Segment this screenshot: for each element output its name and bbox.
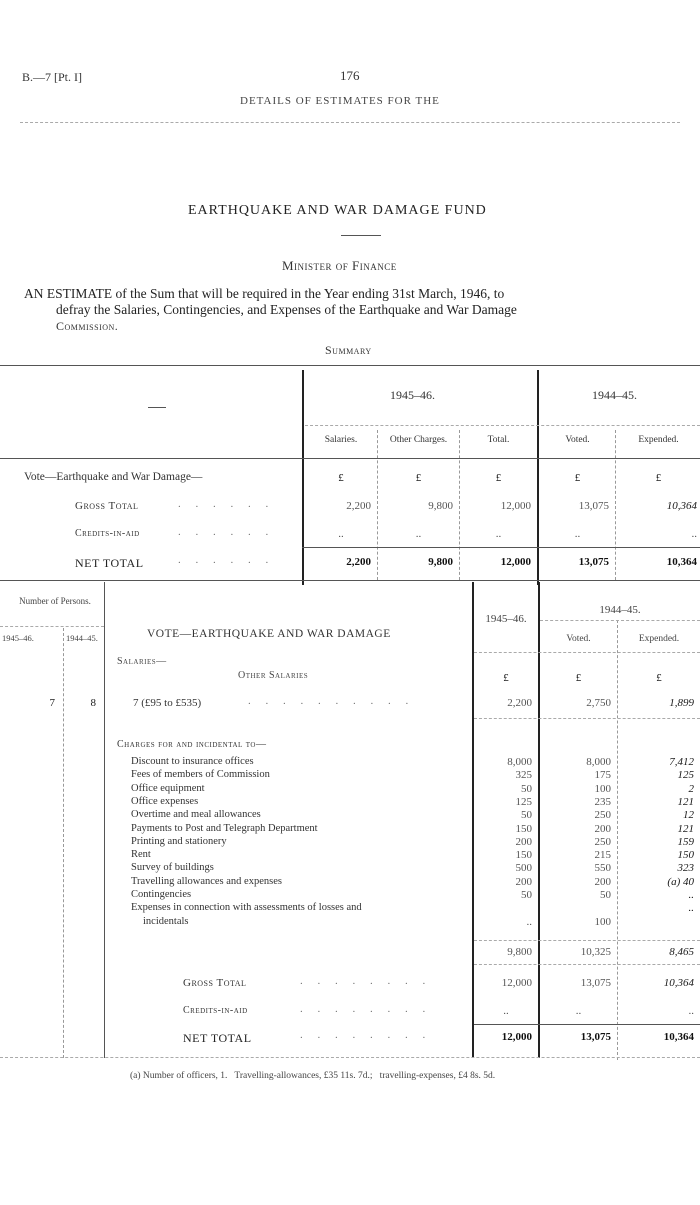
summary-gross-leader: . . . . . . xyxy=(178,498,275,510)
charge-label: Office equipment xyxy=(131,782,205,794)
charge-current: 200 xyxy=(515,875,532,888)
charge-current: 125 xyxy=(515,795,532,808)
summary-credits-other: .. xyxy=(415,528,422,540)
page-ref: B.—7 [Pt. I] xyxy=(22,70,82,84)
summary-gross-voted: 13,075 xyxy=(578,500,609,512)
summary-net-rule xyxy=(302,547,700,548)
charge-row xyxy=(0,889,700,903)
detail-gross-current: 12,000 xyxy=(501,977,532,989)
detail-currency-current: £ xyxy=(503,672,509,684)
minister-heading: Minister of Finance xyxy=(282,258,397,273)
charge-label: Survey of buildings xyxy=(131,862,214,874)
detail-credits-current: .. xyxy=(503,1005,509,1017)
charge-expended: 323 xyxy=(677,862,694,875)
charge-voted: 8,000 xyxy=(586,756,611,768)
summary-year-current: 1945–46. xyxy=(390,388,435,402)
charge-current: 200 xyxy=(515,835,532,848)
summary-net-total: 12,000 xyxy=(500,556,531,568)
summary-header-rule xyxy=(0,458,700,459)
charge-voted: 100 xyxy=(594,782,611,795)
charge-row xyxy=(0,902,700,916)
charge-expended: 121 xyxy=(677,822,694,835)
charge-current: 150 xyxy=(515,849,532,862)
charge-row xyxy=(0,876,700,890)
charge-label: Overtime and meal allowances xyxy=(131,809,261,821)
summary-currency-voted: £ xyxy=(574,472,581,484)
detail-bottom-rule xyxy=(0,1057,700,1058)
detail-gross-voted: 13,075 xyxy=(580,977,611,989)
detail-col-voted: Voted. xyxy=(566,634,591,644)
charge-expended: 121 xyxy=(677,795,694,808)
charge-expended: 150 xyxy=(677,849,694,862)
charge-label: Travelling allowances and expenses xyxy=(131,875,282,887)
summary-net-label: NET TOTAL xyxy=(75,556,144,570)
summary-col-total: Total. xyxy=(487,435,510,445)
charge-voted: 250 xyxy=(594,809,611,822)
charge-current: 8,000 xyxy=(507,756,532,768)
detail-persons-rule xyxy=(0,626,104,627)
summary-dash xyxy=(148,407,166,408)
summary-col-voted: Voted. xyxy=(565,435,590,445)
summary-net-expended: 10,364 xyxy=(666,556,697,568)
detail-net-voted: 13,075 xyxy=(580,1031,611,1043)
detail-charges-total-expended: 8,465 xyxy=(669,946,694,958)
estimate-text-line-2: defray the Salaries, Contingencies, and Expenses of the Earthquake and War Damage xyxy=(56,302,517,317)
charge-voted: 175 xyxy=(594,769,611,782)
detail-credits-label: Credits-in-aid xyxy=(183,1005,248,1016)
detail-gross-label: Gross Total xyxy=(183,977,247,989)
summary-net-salaries: 2,200 xyxy=(346,556,371,568)
summary-year-rule xyxy=(305,425,700,426)
detail-salary-persons-1944: 8 xyxy=(90,697,96,709)
summary-vline-main xyxy=(302,370,304,585)
charge-label: Expenses in connection with assessments of losses and xyxy=(131,902,362,914)
charge-label: Fees of members of Commission xyxy=(131,769,270,781)
charge-label: Office expenses xyxy=(131,795,199,807)
summary-currency-salaries: £ xyxy=(338,472,344,484)
charge-row xyxy=(0,756,700,770)
summary-vote-label: Vote—Earthquake and War Damage— xyxy=(24,471,203,483)
summary-credits-leader: . . . . . . xyxy=(178,526,275,538)
detail-gross-rule xyxy=(474,964,700,965)
charge-current: 500 xyxy=(515,862,532,875)
charge-label: incidentals xyxy=(143,915,189,927)
charge-row xyxy=(0,836,700,850)
charge-current: 50 xyxy=(521,809,532,822)
charge-label: Payments to Post and Telegraph Department xyxy=(131,822,318,834)
charge-row xyxy=(0,809,700,823)
summary-gross-total: 12,000 xyxy=(500,500,531,512)
summary-vline-3 xyxy=(615,430,616,580)
summary-col-expended: Expended. xyxy=(638,435,679,445)
detail-credits-voted: .. xyxy=(575,1005,582,1017)
estimate-text-line-1: AN ESTIMATE of the Sum that will be required in the Year ending 31st March, 1946, to xyxy=(24,286,505,301)
detail-gross-leader: . . . . . . . . xyxy=(300,975,432,987)
charge-expended: .. xyxy=(688,902,694,915)
detail-charges-total-voted: 10,325 xyxy=(580,946,611,958)
detail-currency-voted: £ xyxy=(575,672,582,684)
detail-net-label: NET TOTAL xyxy=(183,1031,252,1045)
charge-current: 325 xyxy=(515,769,532,782)
summary-gross-other: 9,800 xyxy=(428,500,453,512)
document-title: EARTHQUAKE AND WAR DAMAGE FUND xyxy=(188,203,487,218)
charge-label: Discount to insurance offices xyxy=(131,756,254,767)
detail-other-salaries: Other Salaries xyxy=(238,670,309,681)
detail-net-rule xyxy=(474,1024,700,1025)
summary-col-other-charges: Other Charges. xyxy=(389,435,448,445)
summary-credits-voted: .. xyxy=(574,528,581,540)
header-divider xyxy=(20,122,680,123)
charge-expended: 7,412 xyxy=(669,756,694,768)
charge-current: .. xyxy=(526,915,532,928)
summary-currency-other: £ xyxy=(415,472,422,484)
charge-voted: 250 xyxy=(594,835,611,848)
detail-gross-expended: 10,364 xyxy=(663,977,694,989)
summary-gross-expended: 10,364 xyxy=(666,500,697,512)
detail-year-current: 1945–46. xyxy=(485,613,527,625)
summary-vline-split xyxy=(537,370,539,585)
detail-charges-total-current: 9,800 xyxy=(507,946,532,958)
detail-credits-leader: . . . . . . . . xyxy=(300,1003,432,1015)
detail-salary-leader: . . . . . . . . . . xyxy=(248,695,415,707)
detail-salary-voted: 2,750 xyxy=(586,697,611,709)
detail-net-expended: 10,364 xyxy=(663,1031,694,1043)
charge-voted: 200 xyxy=(594,822,611,835)
detail-salaries-heading: Salaries— xyxy=(117,656,167,667)
charge-expended: (a) 40 xyxy=(667,875,694,888)
charge-label: Rent xyxy=(131,849,151,861)
summary-credits-total: .. xyxy=(495,528,502,540)
charge-row xyxy=(0,796,700,810)
estimate-text-line-3: Commission. xyxy=(56,319,119,333)
charge-voted: 50 xyxy=(600,889,611,901)
summary-heading: Summary xyxy=(325,343,372,357)
charge-voted: 100 xyxy=(594,915,611,928)
page-subtitle: DETAILS OF ESTIMATES FOR THE xyxy=(240,95,440,107)
detail-salary-persons-1945: 7 xyxy=(49,697,55,709)
detail-col-1944: 1944–45. xyxy=(66,633,98,643)
charge-expended: 159 xyxy=(677,835,694,848)
charge-voted: 200 xyxy=(594,875,611,888)
detail-salary-rule xyxy=(474,718,700,719)
summary-credits-salaries: .. xyxy=(338,528,344,540)
summary-col-salaries: Salaries. xyxy=(324,435,358,445)
charge-voted: 215 xyxy=(594,849,611,862)
detail-credits-expended: .. xyxy=(688,1005,694,1017)
detail-header-rule xyxy=(474,652,700,653)
detail-year-rule xyxy=(540,620,700,621)
title-rule xyxy=(341,235,381,236)
charge-row xyxy=(0,783,700,797)
summary-currency-total: £ xyxy=(495,472,502,484)
summary-credits-label: Credits-in-aid xyxy=(75,528,140,539)
detail-net-current: 12,000 xyxy=(501,1031,532,1043)
charge-row xyxy=(0,916,700,930)
summary-top-rule xyxy=(0,365,700,366)
detail-salary-current: 2,200 xyxy=(507,697,532,709)
summary-currency-expended: £ xyxy=(655,472,662,484)
summary-net-other: 9,800 xyxy=(428,556,453,568)
page-number: 176 xyxy=(340,68,360,83)
charge-expended: 125 xyxy=(677,769,694,782)
charge-voted: 550 xyxy=(594,862,611,875)
charge-row xyxy=(0,769,700,783)
charge-label: Printing and stationery xyxy=(131,835,227,847)
detail-year-previous: 1944–45. xyxy=(599,604,641,616)
summary-net-leader: . . . . . . xyxy=(178,554,275,566)
detail-vote-title: VOTE—EARTHQUAKE AND WAR DAMAGE xyxy=(147,628,391,640)
charge-current: 50 xyxy=(521,889,532,901)
charge-expended: .. xyxy=(688,889,694,901)
summary-credits-expended: .. xyxy=(691,528,697,540)
charge-current: 50 xyxy=(521,782,532,795)
footnote: (a) Number of officers, 1. Travelling-allowances, £35 11s. 7d.; travelling-expenses, £4 8s. 5d. xyxy=(130,1071,496,1081)
charge-current: 150 xyxy=(515,822,532,835)
summary-gross-label: Gross Total xyxy=(75,500,139,512)
summary-gross-salaries: 2,200 xyxy=(346,500,371,512)
detail-salary-expended: 1,899 xyxy=(669,697,694,709)
detail-net-leader: . . . . . . . . xyxy=(300,1029,432,1041)
summary-bottom-rule xyxy=(0,580,700,581)
charge-voted: 235 xyxy=(594,795,611,808)
charge-row xyxy=(0,823,700,837)
detail-charges-heading: Charges for and incidental to— xyxy=(117,739,267,750)
summary-net-voted: 13,075 xyxy=(578,556,609,568)
summary-year-previous: 1944–45. xyxy=(592,388,637,402)
charge-row xyxy=(0,862,700,876)
detail-col-1945: 1945–46. xyxy=(2,633,34,643)
detail-charges-rule xyxy=(474,940,700,941)
charge-row xyxy=(0,849,700,863)
detail-num-persons: Number of Persons. xyxy=(19,596,91,606)
detail-salary-label: 7 (£95 to £535) xyxy=(133,697,202,709)
charge-label: Contingencies xyxy=(131,889,192,900)
detail-currency-expended: £ xyxy=(656,672,662,684)
charge-expended: 12 xyxy=(683,809,694,822)
charge-expended: 2 xyxy=(688,782,694,795)
detail-col-expended: Expended. xyxy=(638,634,680,644)
